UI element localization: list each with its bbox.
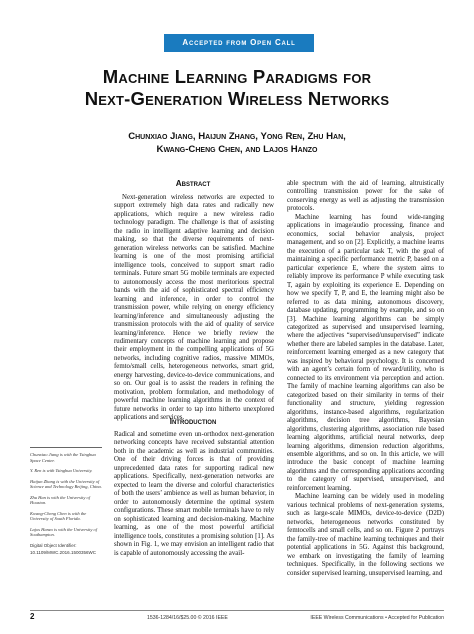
introduction-text: Radical and sometime even un-orthodox next-generation networking concepts have received substantial attention both in the academic as well as industrial communities. One of their driving forces is that of providing unprecedented data rates for supporting radical new applications. Specifically, next-generation networks are expected to learn the diverse and colorful characteristics of both the users’ ambience as well as human behavior, in order to autonomously determine the optimal system configurations. These smart mobile terminals have to rely on sophisticated learning and decision-making. Machine learning, as one of the most powerful artificial intelligence tools, constitutes a promising solution [1]. As shown in Fig. 1, we may envision an intelligent radio that is capable of autonomously accessing the avail- [114,431,274,557]
affiliation-item: Kwang-Cheng Chen is with the University of South Florida. [30,510,87,521]
right-paragraph-3: Machine learning can be widely used in modeling various technical problems of next-generation systems, such as large-scale MIMOs, device-to-device (D2D) networks, heterogeneous networks constituted by femtocells and small cells, and so on. Figure 2 portrays the family-tree of machine learning techniques and their potential applications in 5G. Against this background, we embark on investigating the family of learning techniques. Specifically, in the following sections we consider supervised learning, unsupervised learning, and [287,493,444,577]
introduction-column [114,431,274,558]
authors-line-2: Kwang-Cheng Chen, and Lajos Hanzo [156,143,318,155]
affiliation-item: Lajos Hanzo is with the University of Southampton. [30,526,98,537]
affiliation-item: Chunxiao Jiang is with the Tsinghua Space Center. [30,452,96,463]
doi-label: Digital Object Identifier: [30,542,77,548]
right-paragraph-1: able spectrum with the aid of learning, altruistically controlling transmission power for the sake of conserving energy as well as adjusting the transmission protocols. [287,180,444,213]
footer-divider [30,610,444,611]
authors-line-1: Chunxiao Jiang, Haijun Zhang, Yong Ren, Zhu Han, [128,131,346,142]
section-banner: Accepted from Open Call [164,34,314,52]
sidebar-divider [30,447,102,448]
affiliation-item: Zhu Han is with the University of Houston. [30,494,90,505]
footer-copyright: 1536-1284/16/$25.00 © 2016 IEEE [147,615,228,621]
paper-title [0,66,474,110]
abstract-heading: Abstract [175,179,211,188]
right-column [287,180,444,578]
right-paragraph-2: Machine learning has found wide-ranging applications in image/audio processing, finance and economics, social behavior analysis, project management, and so on [2]. Explicitly, a machine learns the execution of a particular task T, with the goal of maintaining a specific performance metric P, based on a particular experience E, where the system aims to reliably improve its performance P while executing task T, again by exploiting its experience E. Depending on how we specify T, P, and E, the learning might also be referred to as data mining, autonomous discovery, database updating, programming by example, and so on [3]. Machine learning algorithms can be simply categorized as supervised and unsupervised learning, where the adjectives “supervised/unsupervised” indicate whether there are labeled samples in the database. Later, reinforcement learning emerged as a new category that was inspired by behavioral psychology. It is concerned with an agent’s certain form of reward/utility, who is connected to its environment via perception and action. The family of machine learning algorithms can also be categorized based on their similarity in terms of their functionality and structure, yielding regression algorithms, instance-based algorithms, regularization algorithms, decision tree algorithms, Bayesian algorithms, clustering algorithms, association rule based learning algorithms, artificial neural networks, deep learning algorithms, dimension reduction algorithms, ensemble algorithms, and so on. In this article, we will introduce the basic concept of machine learning algorithms and the corresponding applications according to the category of supervised, unsupervised, and reinforcement learning. [287,213,444,492]
title-line-2: Next-Generation Wireless Networks [84,88,390,109]
abstract-column [114,194,274,423]
doi-value: 10.1109/MWC.2016.1500356WC [30,550,96,555]
affiliation-item: Haijun Zhang is with the University of Science and Technology Beijing, China. [30,478,102,489]
affiliation-sidebar [30,452,102,556]
page-number: 2 [30,612,35,621]
abstract-text: Next-generation wireless networks are expected to support extremely high data rates and radically new applications, which require a new wireless radio technology paradigm. The challenge is that of assisting the radio in intelligent adaptive learning and decision making, so that the diverse requirements of next-generation wireless networks can be satisfied. Machine learning is one of the most promising artificial intelligence tools, conceived to support smart radio terminals. Future smart 5G mobile terminals are expected to autonomously access the most meritorious spectral bands with the aid of sophisticated spectral efficiency learning and inference, in order to control the transmission power, while relying on energy efficiency learning/inference and simultaneously adjusting the transmission protocols with the aid of quality of service learning/inference. Hence we briefly review the rudimentary concepts of machine learning and propose their employment in the compelling applications of 5G networks, including cognitive radios, massive MIMOs, femto/small cells, heterogeneous networks, smart grid, energy harvesting, device-to-device communications, and so on. Our goal is to assist the readers in refining the motivation, problem formulation, and methodology of powerful machine learning algorithms in the context of future networks in order to tap into hitherto unexplored applications and services. [114,194,274,422]
introduction-heading: Introduction [169,417,217,426]
footer-journal: IEEE Wireless Communications • Accepted for Publication [310,615,444,621]
author-list [0,131,474,156]
title-line-1: Machine Learning Paradigms for [102,66,372,87]
affiliation-item: Y. Ren is with Tsinghua University. [30,468,93,473]
